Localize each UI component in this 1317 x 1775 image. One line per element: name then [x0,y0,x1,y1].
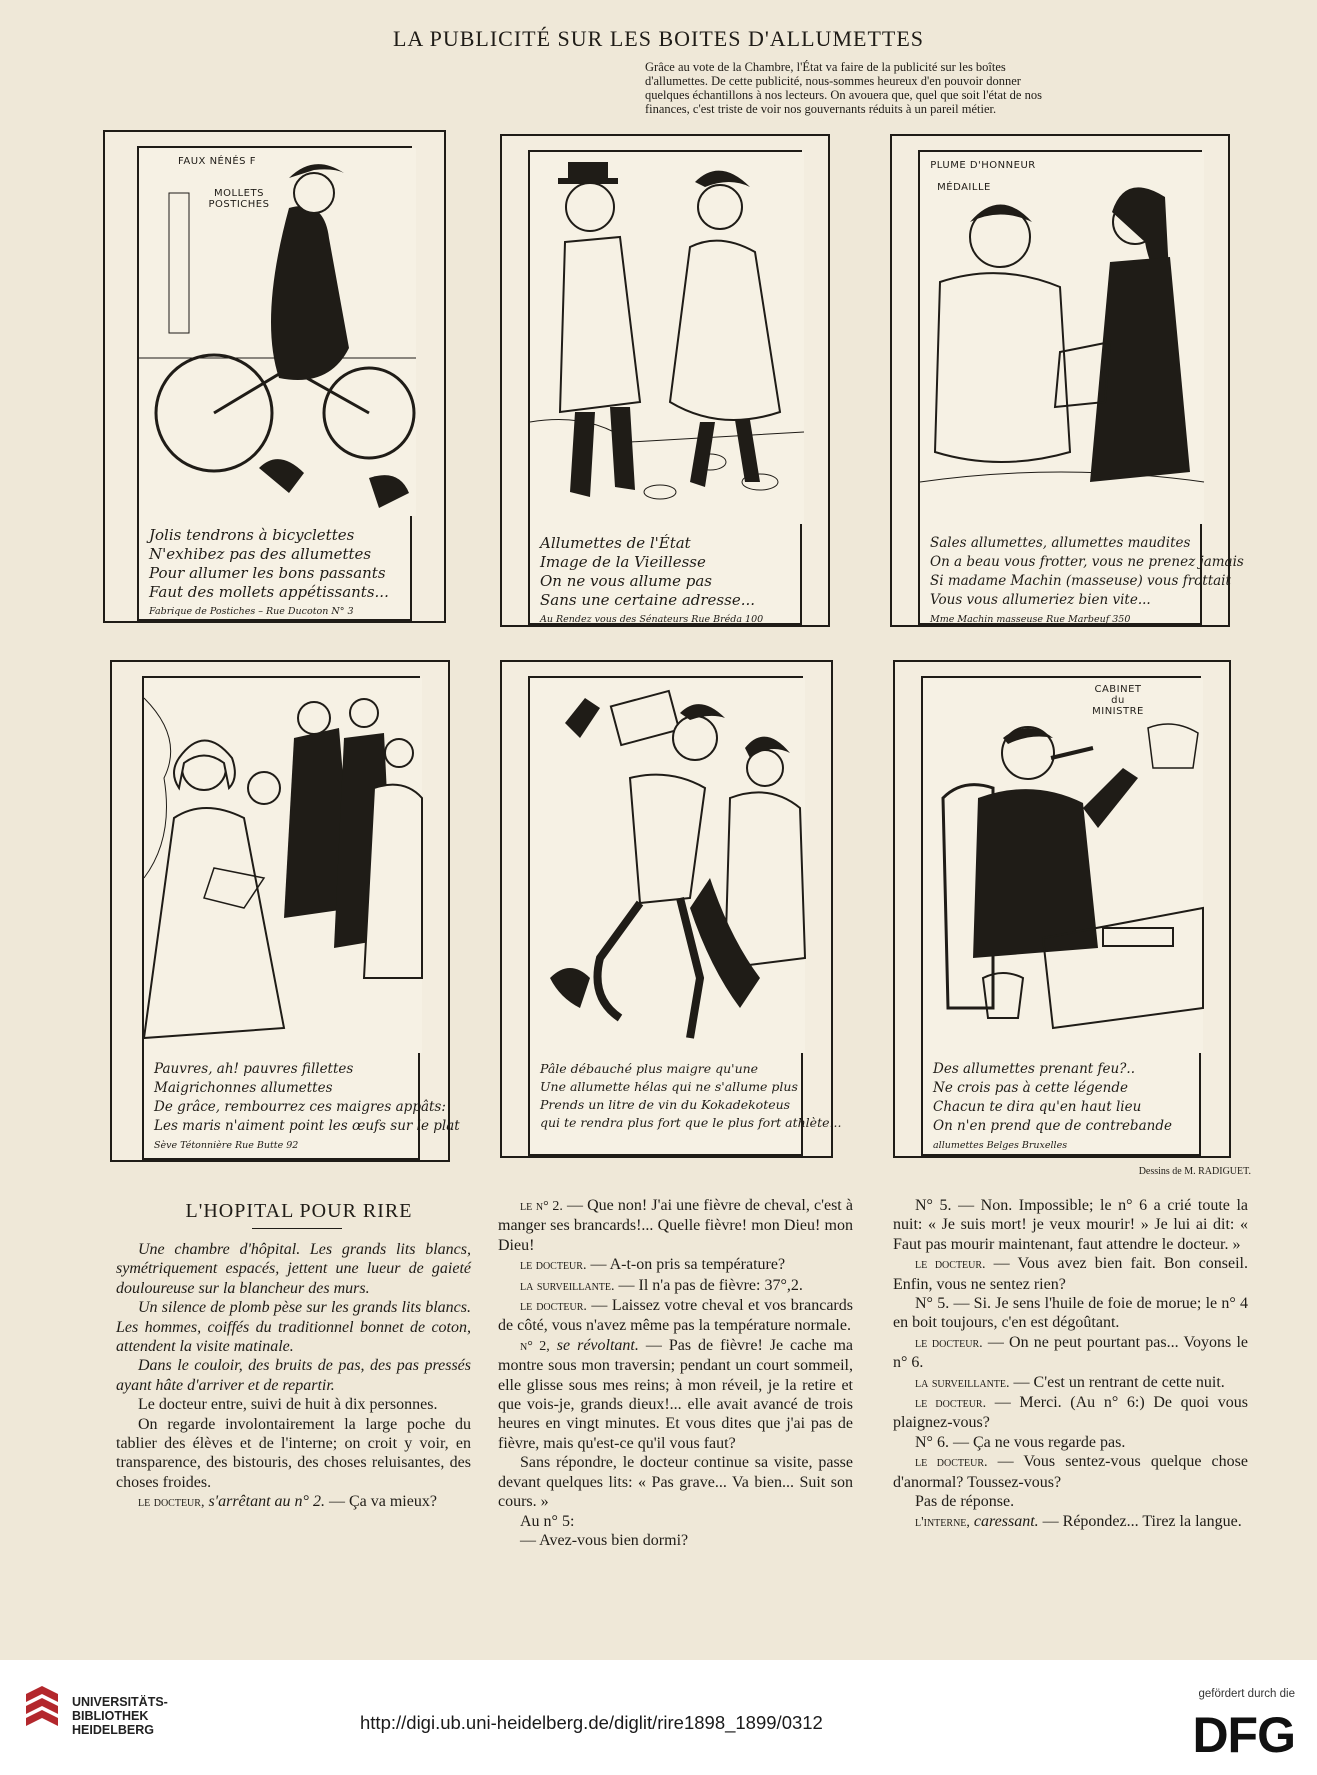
cartoon-illustration-masseuse [920,152,1200,524]
article-paragraph: Pas de réponse. [915,1493,1015,1511]
article-paragraph: Un silence de plomb pèse sur les grands lits blancs. Les hommes, coiffés du traditionnel bonnet de coton, attendent la visite matinale. [116,1299,471,1356]
dfg-logo: DFG [1192,1707,1295,1763]
caption-line: Une allumette hélas qui ne s'allume plus [540,1079,798,1094]
article-paragraph [893,1512,1248,1532]
cartoon-panel-2 [500,134,830,627]
caption-line: Sans une certaine adresse... [540,591,756,609]
caption-line: Vous vous allumeriez bien vite... [930,592,1151,608]
dialogue-text: — On ne peut pourtant pas... Voyons le n° 6. [893,1333,1248,1372]
cartoon-panel-6 [893,660,1231,1158]
caption-line: Sales allumettes, allumettes maudites [930,535,1191,551]
caption-line: Pour allumer les bons passants [149,564,386,582]
article-paragraph [116,1492,471,1512]
speaker-name: le docteur. [915,1396,987,1412]
article-paragraph: Dans le couloir, des bruits de pas, des pas pressés ayant hâte d'arriver et de repartir. [116,1357,471,1394]
article-column-2 [498,1196,853,1550]
article-paragraph: Le docteur entre, suivi de huit à dix personnes. [138,1396,438,1414]
cartoon-illustration-minister [923,678,1199,1053]
speaker-name: le n° 2. [520,1199,563,1214]
article-column-3 [893,1196,1248,1532]
caption-line: Si madame Machin (masseuse) vous frottait [930,573,1231,589]
article-paragraph [498,1255,853,1275]
stage-direction: se révoltant. [549,1336,639,1354]
cartoon-panel-5 [500,660,842,1158]
panel-3-caption [930,534,1244,626]
panel-4-caption [154,1060,460,1152]
article-paragraph [893,1452,1248,1492]
speaker-name: l'interne, [915,1514,970,1530]
caption-footer: Fabrique de Postiches – Rue Ducoton N° 3 [149,606,354,617]
cartoon-panel-4 [110,660,460,1162]
stage-direction: caressant. [969,1512,1039,1530]
sign-faux-nenes: FAUX NÉNÉS F [178,156,256,167]
dialogue-text: — Vous sentez-vous quelque chose d'anormal? Toussez-vous? [893,1453,1248,1491]
dialogue-text: — Pas de fièvre! Je cache ma montre sous mon traversin; pendant un court sommeil, elle glisse sous mes reins; à mon réveil, je la retire et que vois-je, grands dieux!... elle avait avancé de trois heures en vingt minutes. Et vous dites que j'ai pas de fièvre, mais qu'est-ce qu'il vous faut? [498,1336,853,1452]
caption-line: On n'en prend que de contrebande [933,1118,1172,1134]
speaker-name: le docteur. [915,1455,988,1471]
cartoon-illustration-cyclist [139,148,410,516]
sign-mollets-postiches: MOLLETS POSTICHES [208,188,270,210]
dialogue-text: — A-t-on pris sa température? [586,1256,786,1274]
caption-line: Les maris n'aiment point les œufs sur le plat [154,1118,460,1134]
article-paragraph [498,1296,853,1336]
dialogue-text: — Laissez votre cheval et vos brancards de côté, vous n'avez même pas la température normale. [498,1297,853,1335]
article-paragraph: — Avez-vous bien dormi? [520,1531,689,1549]
intro-paragraph: Grâce au vote de la Chambre, l'État va faire de la publicité sur les boîtes d'allumettes. De cette publicité, nous-sommes heureux d'en pouvoir donner quelques échantillons à nos lecteurs. On avouera que, quel que soit l'état de nos finances, c'est triste de voir nos gouvernants réduits à un pareil métier. [645,60,1042,116]
panel-2-caption [540,534,792,626]
caption-footer: Mme Machin masseuse Rue Marbeuf 350 [930,614,1131,625]
caption-line: Chacun te dira qu'en haut lieu [933,1099,1142,1115]
article-paragraph: Au n° 5: [520,1512,575,1530]
caption-line: Pâle débauché plus maigre qu'une [540,1061,759,1076]
speaker-name: le docteur. [520,1258,587,1274]
dialogue-text: — Vous avez bien fait. Bon conseil. Enfin, vous ne sentez rien? [893,1255,1248,1293]
speaker-name: le docteur, [138,1495,205,1511]
dialogue-text: — Ça va mieux? [324,1493,437,1511]
article-column-1 [116,1240,471,1513]
caption-line: Des allumettes prenant feu?.. [933,1061,1135,1077]
dialogue-text: — Répondez... Tirez la langue. [1038,1512,1242,1530]
sign-cabinet-ministre: CABINET du MINISTRE [1092,684,1144,717]
caption-line: N'exhibez pas des allumettes [149,545,372,563]
cartoon-panel-1 [103,130,446,623]
speaker-name: la surveillante. [915,1375,1010,1391]
cartoon-panel-3 [890,134,1244,627]
dialogue-text: — Merci. (Au n° 6:) De quoi vous plaignez-vous? [893,1394,1248,1432]
caption-footer: Sève Tétonnière Rue Butte 92 [154,1140,299,1151]
dialogue-text: — Que non! J'ai une fièvre de cheval, c'est à manger ses brancards!... Quelle fièvre! mon Dieu! mon Dieu! [498,1197,853,1254]
caption-line: On a beau vous frotter, vous ne prenez jamais [930,554,1244,570]
caption-line: Faut des mollets appétissants... [149,583,389,601]
article-paragraph: On regarde involontairement la large poche du tablier des élèves et de l'interne; on croit y voir, en transparence, des bistouris, des choses reluisantes, des choses froides. [116,1415,471,1491]
caption-footer: allumettes Belges Bruxelles [933,1140,1068,1151]
speaker-name: n° 2, [520,1338,550,1354]
dialogue-text: — Il n'a pas de fièvre: 37°,2. [614,1276,803,1294]
article-paragraph [498,1276,853,1296]
heading-ornament [252,1228,342,1231]
panel-6-caption [933,1060,1191,1152]
sign-plume-honneur: PLUME D'HONNEUR [930,160,1036,171]
caption-footer: Au Rendez vous des Sénateurs Rue Bréda 100 [540,614,764,625]
article-paragraph: Sans répondre, le docteur continue sa visite, passe devant quelques lits: « Pas grave... Va bien... Suit son cours. » [498,1454,853,1511]
library-logo-icon [20,1684,64,1740]
article-heading: L'HOPITAL POUR RIRE [185,1200,413,1222]
page-title: LA PUBLICITÉ SUR LES BOITES D'ALLUMETTES [392,26,924,51]
dialogue-text: — C'est un rentrant de cette nuit. [1009,1373,1225,1391]
caption-line: Allumettes de l'État [540,534,691,552]
article-paragraph: N° 6. — Ça ne vous regarde pas. [915,1433,1126,1451]
article-paragraph [498,1336,853,1453]
caption-line: On ne vous allume pas [540,572,712,590]
speaker-name: le docteur. [520,1299,587,1315]
speaker-name: la surveillante. [520,1278,615,1294]
article-paragraph [893,1393,1248,1433]
library-name-line: UNIVERSITÄTS- [72,1695,168,1709]
article-paragraph: N° 5. — Non. Impossible; le n° 6 a crié toute la nuit: « Je suis mort! je veux mourir! » Je lui ai dit: « Faut pas mourir maintenant, faut attendre le docteur. » [893,1197,1248,1253]
library-name-line: BIBLIOTHEK [72,1709,149,1723]
speaker-name: le docteur. [915,1257,986,1273]
speaker-name: le docteur. [915,1335,983,1351]
caption-line: Jolis tendrons à bicyclettes [149,526,355,544]
article-paragraph [893,1254,1248,1294]
article-paragraph [498,1196,853,1255]
caption-line: Pauvres, ah! pauvres fillettes [154,1061,354,1077]
caption-line: Image de la Vieillesse [540,553,706,571]
sponsor-text: gefördert durch die [1198,1688,1295,1700]
library-name-line: HEIDELBERG [72,1723,154,1737]
library-name [72,1695,168,1737]
article-paragraph: Une chambre d'hôpital. Les grands lits blancs, symétriquement espacés, jettent une lueur de gaieté douloureuse sur la blancheur des murs. [116,1241,471,1297]
stage-direction: s'arrêtant au n° 2. [204,1493,325,1511]
permalink[interactable]: http://digi.ub.uni-heidelberg.de/diglit/rire1898_1899/0312 [360,1712,823,1733]
caption-line: qui te rendra plus fort que le plus fort athlète... [540,1115,842,1130]
caption-line: Ne crois pas à cette légende [933,1080,1128,1096]
cartoon-illustration-old-man [530,152,800,524]
cartoon-illustration-dancers [530,678,801,1053]
digitization-footer-bar [0,1660,1317,1775]
caption-line: Maigrichonnes allumettes [154,1080,333,1096]
article-paragraph [893,1373,1248,1393]
panel-1-caption [149,526,402,618]
panel-5-caption [540,1060,842,1132]
caption-line: De grâce, rembourrez ces maigres appâts: [154,1099,446,1115]
caption-line: Prends un litre de vin du Kokadekoteus [540,1097,791,1112]
illustration-credit: Dessins de M. RADIGUET. [1138,1166,1251,1177]
cartoon-illustration-ballroom [144,678,418,1053]
article-paragraph [893,1333,1248,1373]
sign-medaille: MÉDAILLE [937,182,991,193]
article-paragraph: N° 5. — Si. Je sens l'huile de foie de morue; le n° 4 en boit toujours, c'en est dégoûtant. [893,1295,1248,1332]
